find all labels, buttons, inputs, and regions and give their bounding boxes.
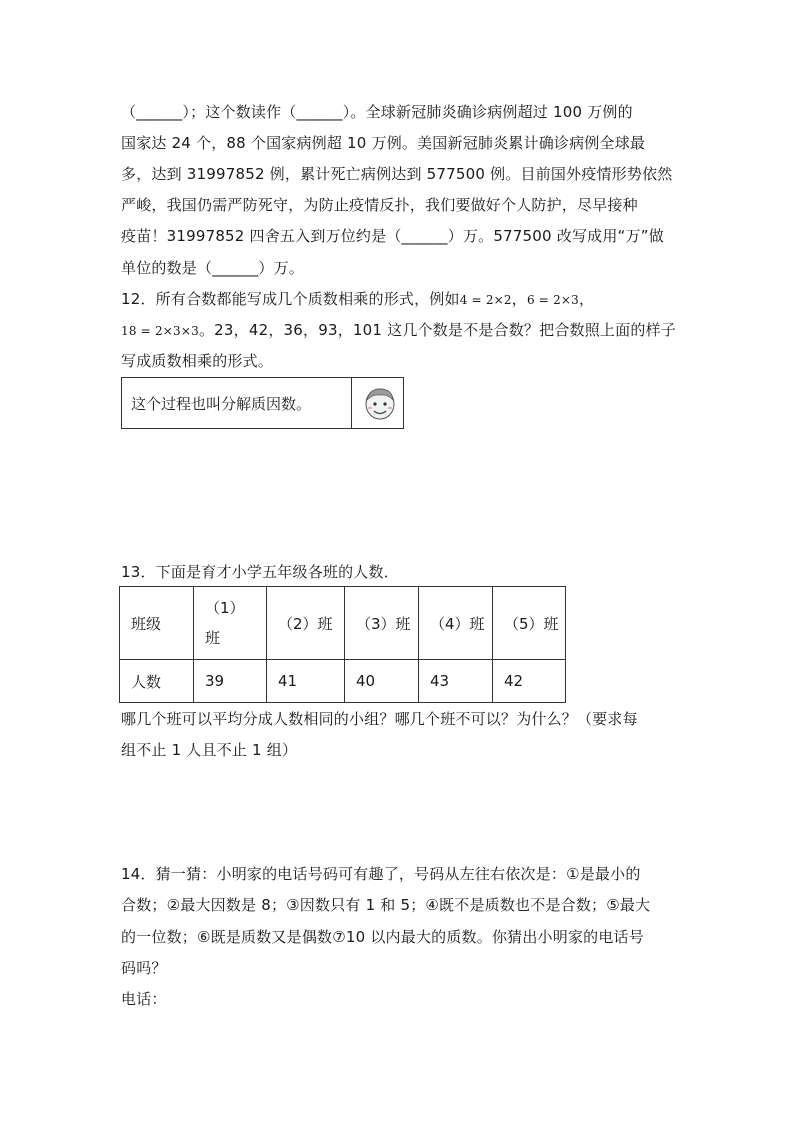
class-1-part-b: 班 bbox=[205, 629, 221, 647]
q14-line-4: 码吗？ bbox=[121, 959, 167, 977]
intro-line-1: （______）；这个数读作（______）。全球新冠肺炎确诊病例超过 100 万例的 bbox=[121, 103, 633, 121]
q13-title: 13．下面是育才小学五年级各班的人数． bbox=[121, 563, 399, 581]
q12-separator: ， bbox=[511, 290, 527, 308]
intro-line-5: 疫苗！31997852 四舍五入到万位约是（______）万。577500 改写成用“万”做 bbox=[121, 227, 664, 245]
intro-line-4: 严峻，我国仍需严防死守，为防止疫情反扑，我们要做好个人防护，尽早接种 bbox=[121, 196, 638, 214]
intro-line-3: 多，达到 31997852 例，累计死亡病例达到 577500 例。目前国外疫情形势依然 bbox=[121, 165, 673, 183]
tip-divider bbox=[351, 378, 352, 428]
table-cell: 42 bbox=[493, 660, 566, 703]
table-header-cell: （3）班 bbox=[345, 587, 419, 660]
q12-text-2: 。23，42，36，93，101 这几个数是不是合数？把合数照上面的样子 bbox=[198, 321, 676, 339]
q12-line-1 bbox=[121, 289, 594, 310]
table-header-cell: （5）班 bbox=[493, 587, 566, 660]
q13-question-line-1: 哪几个班可以平均分成人数相同的小组？哪几个班不可以？为什么？（要求每 bbox=[121, 710, 638, 728]
q14-line-1: 14．猜一猜：小明家的电话号码可有趣了，号码从左往右依次是：①是最小的 bbox=[121, 865, 641, 883]
q12-line-3: 写成质数相乘的形式。 bbox=[121, 352, 274, 370]
table-cell: 40 bbox=[345, 660, 419, 703]
q12-eq-4: 4 = 2×2 bbox=[459, 293, 512, 307]
q12-eq-18: 18 = 2×3×3 bbox=[121, 324, 199, 338]
table-header-label: 班级 bbox=[120, 587, 194, 660]
table-header-cell: （4）班 bbox=[419, 587, 493, 660]
class-size-table bbox=[119, 586, 566, 703]
table-cell: 39 bbox=[194, 660, 267, 703]
intro-line-6: 单位的数是（______）万。 bbox=[121, 259, 305, 277]
boy-avatar-icon bbox=[361, 384, 399, 422]
q12-eq-6: 6 = 2×3 bbox=[526, 293, 579, 307]
q14-line-3: 的一位数；⑥既是质数又是偶数⑦10 以内最大的质数。你猜出小明家的电话号 bbox=[121, 928, 644, 946]
table-header-row bbox=[120, 587, 566, 660]
tip-box bbox=[121, 377, 404, 429]
table-header-cell: （2）班 bbox=[267, 587, 345, 660]
q12-separator: ， bbox=[579, 290, 595, 308]
table-cell: 41 bbox=[267, 660, 345, 703]
tip-text: 这个过程也叫分解质因数。 bbox=[131, 395, 312, 413]
table-row bbox=[120, 660, 566, 703]
class-1-part-a: （1） bbox=[205, 599, 245, 617]
table-cell: 43 bbox=[419, 660, 493, 703]
q13-question-line-2: 组不止 1 人且不止 1 组） bbox=[121, 741, 298, 759]
q12-line-2 bbox=[121, 320, 676, 341]
table-header-cell bbox=[194, 587, 267, 660]
q14-line-2: 合数；②最大因数是 8；③因数只有 1 和 5；④既不是质数也不是合数；⑤最大 bbox=[121, 896, 651, 914]
intro-line-2: 国家达 24 个，88 个国家病例超 10 万例。美国新冠肺炎累计确诊病例全球最 bbox=[121, 134, 646, 152]
table-row-label: 人数 bbox=[120, 660, 194, 703]
q12-text: 12．所有合数都能写成几个质数相乘的形式，例如 bbox=[121, 290, 460, 308]
q14-answer-label: 电话： bbox=[121, 990, 167, 1008]
